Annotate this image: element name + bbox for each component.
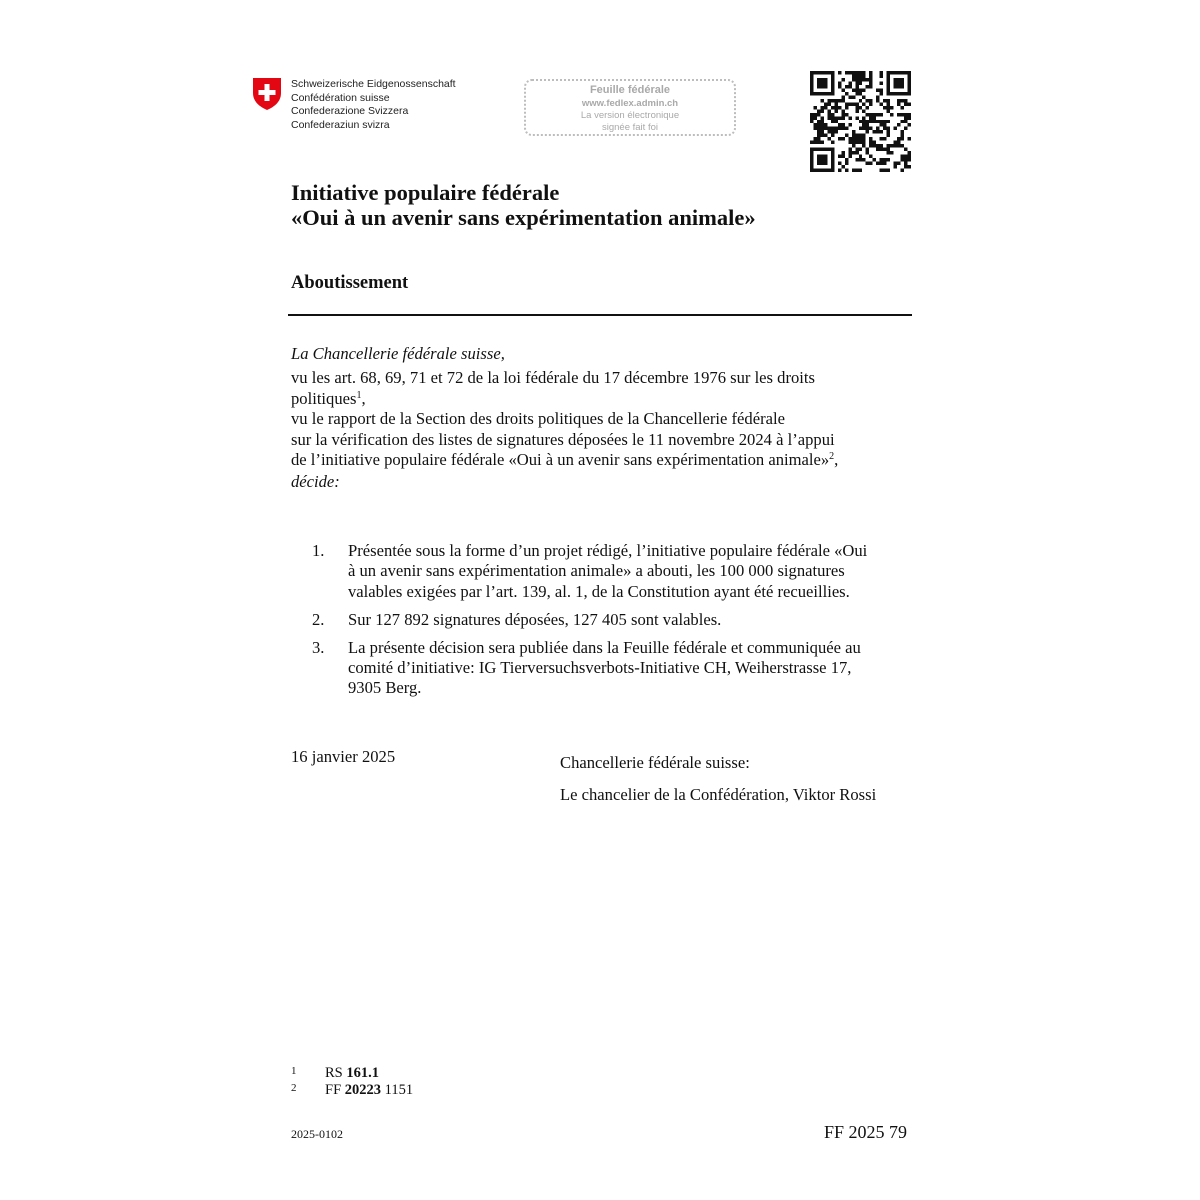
page-reference: FF 2025 79	[824, 1122, 908, 1142]
signer: Le chancelier de la Confédération, Viktor Rossi	[560, 785, 877, 804]
stamp-line-2: signée fait foi	[602, 122, 658, 133]
title-line-2: «Oui à un avenir sans expérimentation animale»	[291, 205, 756, 230]
list-item	[312, 541, 912, 602]
footnote	[291, 1063, 379, 1081]
list-item-line: comité d’initiative: IG Tierversuchsverbots-Initiative CH, Weiherstrasse 17,	[348, 658, 852, 678]
preamble	[291, 344, 931, 493]
stamp-url: www.fedlex.admin.ch	[581, 98, 679, 109]
list-item-number: 1.	[312, 541, 325, 560]
list-item-number: 2.	[312, 609, 325, 629]
list-item-line: 9305 Berg.	[348, 678, 422, 698]
footnote-number: 2	[291, 1082, 297, 1094]
footnote-prefix: RS	[325, 1065, 347, 1081]
section-title: Aboutissement	[291, 273, 409, 293]
list-item-line: La présente décision sera publiée dans la Feuille fédérale et communiquée au	[348, 637, 861, 657]
preamble-line-5	[291, 450, 931, 470]
qr-code-icon	[810, 71, 911, 172]
title-line-1: Initiative populaire fédérale	[291, 180, 560, 205]
preamble-line-3: vu le rapport de la Section des droits politiques de la Chancellerie fédérale	[291, 409, 785, 429]
preamble-line-4: sur la vérification des listes de signatures déposées le 11 novembre 2024 à l’appui	[291, 429, 835, 449]
list-item-line: valables exigées par l’art. 139, al. 1, de la Constitution ayant été recueillies.	[348, 581, 850, 601]
list-item-line: à un avenir sans expérimentation animale» a abouti, les 100 000 signatures	[348, 561, 845, 581]
footnote-bold: 161.1	[346, 1065, 379, 1081]
footnote-ref-2: 2	[829, 451, 835, 463]
confederation-name-de: Schweizerische Eidgenossenschaft	[291, 78, 456, 90]
list-item-number: 3.	[312, 637, 325, 657]
document-id: 2025-0102	[291, 1127, 343, 1141]
official-publication-stamp	[524, 79, 736, 136]
signing-authority: Chancellerie fédérale suisse:	[560, 753, 750, 772]
footnote	[291, 1080, 413, 1098]
confederation-name-it: Confederazione Svizzera	[291, 105, 409, 117]
stamp-line-1: La version électronique	[580, 110, 680, 121]
preamble-text: politiques	[291, 388, 357, 408]
list-item-line: Sur 127 892 signatures déposées, 127 405 sont valables.	[348, 609, 722, 629]
footnote-prefix: FF	[325, 1082, 345, 1098]
punctuation: ,	[361, 388, 366, 408]
preamble-text: de l’initiative populaire fédérale «Oui à un avenir sans expérimentation animale»	[291, 450, 830, 470]
decision-list	[312, 541, 912, 706]
stamp-title: Feuille fédérale	[589, 84, 671, 96]
confederation-names	[291, 78, 456, 132]
swiss-coat-of-arms-icon	[252, 77, 282, 111]
authority-line: La Chancellerie fédérale suisse,	[291, 344, 505, 363]
punctuation: ,	[834, 450, 839, 470]
list-item	[312, 610, 912, 630]
list-item	[312, 638, 912, 699]
decision-date: 16 janvier 2025	[291, 747, 396, 766]
horizontal-divider	[288, 314, 912, 316]
confederation-name-fr: Confédération suisse	[291, 91, 390, 104]
footnote-number: 1	[291, 1065, 297, 1077]
preamble-line-2	[291, 389, 931, 409]
footnote-suffix: 1151	[381, 1082, 414, 1098]
decide-line: décide:	[291, 472, 340, 492]
list-item-line: Présentée sous la forme d’un projet rédigé, l’initiative populaire fédérale «Oui	[348, 541, 868, 560]
footnote-ref-1: 1	[356, 389, 362, 401]
preamble-line-1: vu les art. 68, 69, 71 et 72 de la loi fédérale du 17 décembre 1976 sur les droits	[291, 368, 815, 388]
document-title	[291, 180, 756, 230]
footnote-bold: 20223	[344, 1082, 382, 1098]
confederation-name-rm: Confederaziun svizra	[291, 118, 390, 131]
signature-block	[560, 747, 876, 811]
